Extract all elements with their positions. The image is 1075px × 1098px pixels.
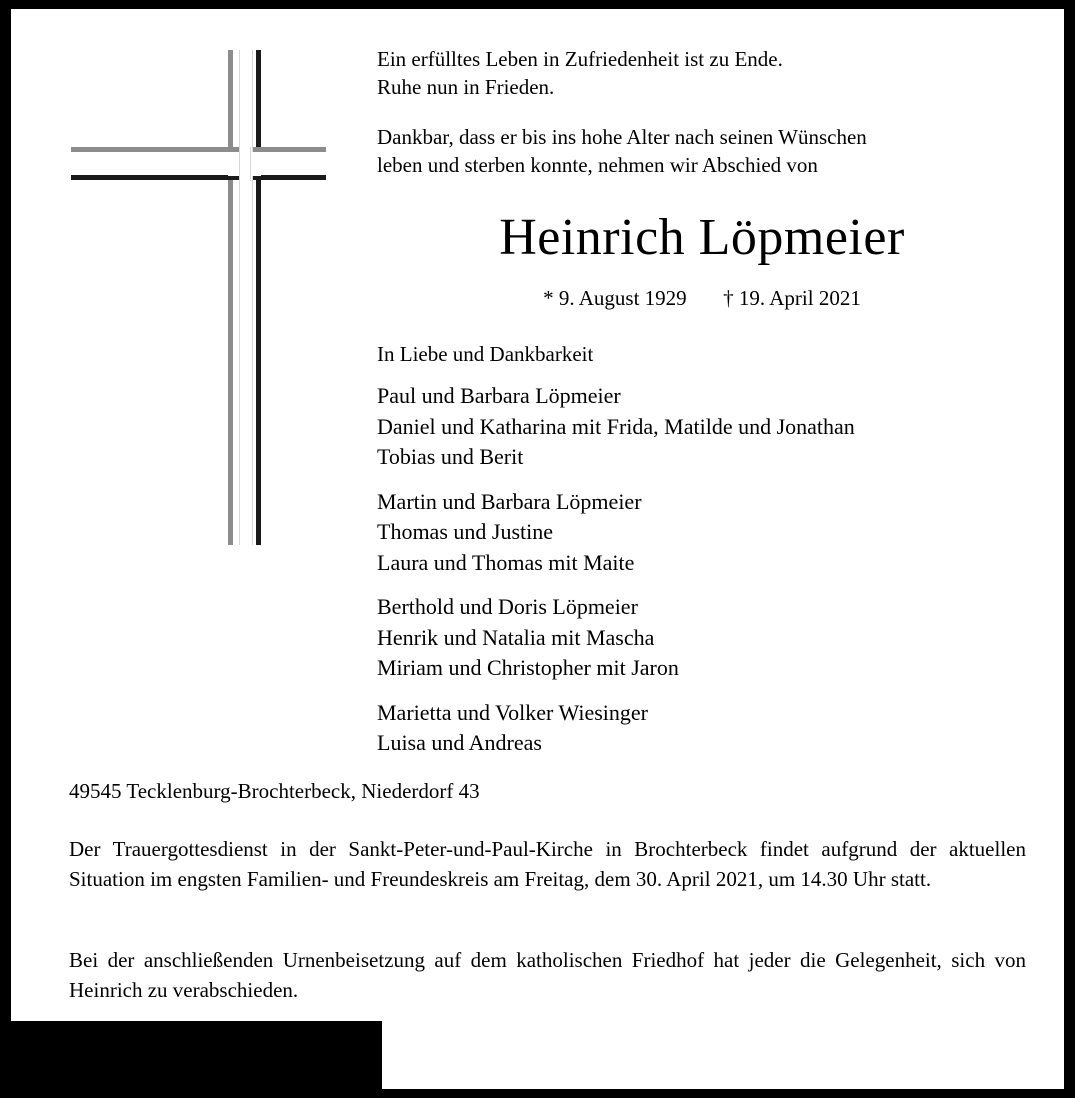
cross-center-fill: [228, 152, 261, 176]
family-group: [377, 592, 1057, 684]
service-paragraph: [69, 834, 1026, 894]
intro-line-2: Ruhe nun in Frieden.: [377, 75, 555, 99]
family-line: Daniel und Katharina mit Frida, Matilde und Jonathan: [377, 413, 855, 439]
cross-horizontal-top-bar: [71, 147, 326, 152]
burial-text: Bei der anschließenden Urnenbeisetzung auf dem katholischen Friedhof hat jeder die Gelegenheit, sich von Heinrich zu verabschieden.: [69, 948, 1026, 1002]
family-line: Marietta und Volker Wiesinger: [377, 699, 649, 725]
cross-horizontal-bottom-bar: [71, 175, 326, 180]
cross-horizontal-inner: [71, 153, 326, 174]
family-group: [377, 487, 1057, 579]
cross-vertical-left-bar: [228, 50, 233, 545]
death-date: † 19. April 2021: [723, 286, 861, 310]
family-line: Laura und Thomas mit Maite: [377, 549, 635, 575]
life-dates: [377, 284, 1027, 312]
family-group: [377, 381, 1057, 473]
intro-line-1: Ein erfülltes Leben in Zufriedenheit ist zu Ende.: [377, 47, 783, 71]
cross-vertical-right-bar: [256, 50, 261, 545]
intro-line-4: leben und sterben konnte, nehmen wir Abschied von: [377, 153, 818, 177]
family-line: Henrik und Natalia mit Mascha: [377, 624, 655, 650]
family-list: [377, 381, 1057, 759]
family-line: Paul und Barbara Löpmeier: [377, 383, 621, 408]
cross-center-line-right: [250, 147, 251, 181]
intro-text: [377, 45, 1027, 179]
family-line: Miriam und Christopher mit Jaron: [377, 655, 679, 680]
intro-gap: [377, 101, 1027, 123]
family-group: [377, 698, 1057, 759]
cross-center-line-left: [239, 147, 240, 181]
service-text: Der Trauergottesdienst in der Sankt-Peter-und-Paul-Kirche in Brochterbeck findet aufgrund der aktuellen Situation im engsten Familien- und Freundeskreis am Freitag, dem 30. April 2021, um 14.30 Uhr statt.: [69, 837, 1026, 891]
cross-vertical-inner: [239, 50, 253, 545]
family-line: Thomas und Justine: [377, 519, 553, 544]
intro-line-3: Dankbar, dass er bis ins hohe Alter nach seinen Wünschen: [377, 125, 867, 149]
family-line: Berthold und Doris Löpmeier: [377, 594, 638, 619]
family-line: Tobias und Berit: [377, 444, 524, 469]
family-line: Martin und Barbara Löpmeier: [377, 488, 642, 514]
bottom-white-notch: [382, 1021, 1064, 1089]
cross-icon: [56, 34, 356, 534]
family-line: Luisa und Andreas: [377, 730, 542, 755]
birth-date: * 9. August 1929: [543, 286, 687, 310]
burial-paragraph: [69, 945, 1026, 1005]
dedication-line: In Liebe und Dankbarkeit: [377, 342, 594, 366]
deceased-name: Heinrich Löpmeier: [499, 209, 905, 266]
notice-paper: [11, 9, 1064, 1021]
address-line: 49545 Tecklenburg-Brochterbeck, Niederdorf 43: [69, 779, 480, 803]
